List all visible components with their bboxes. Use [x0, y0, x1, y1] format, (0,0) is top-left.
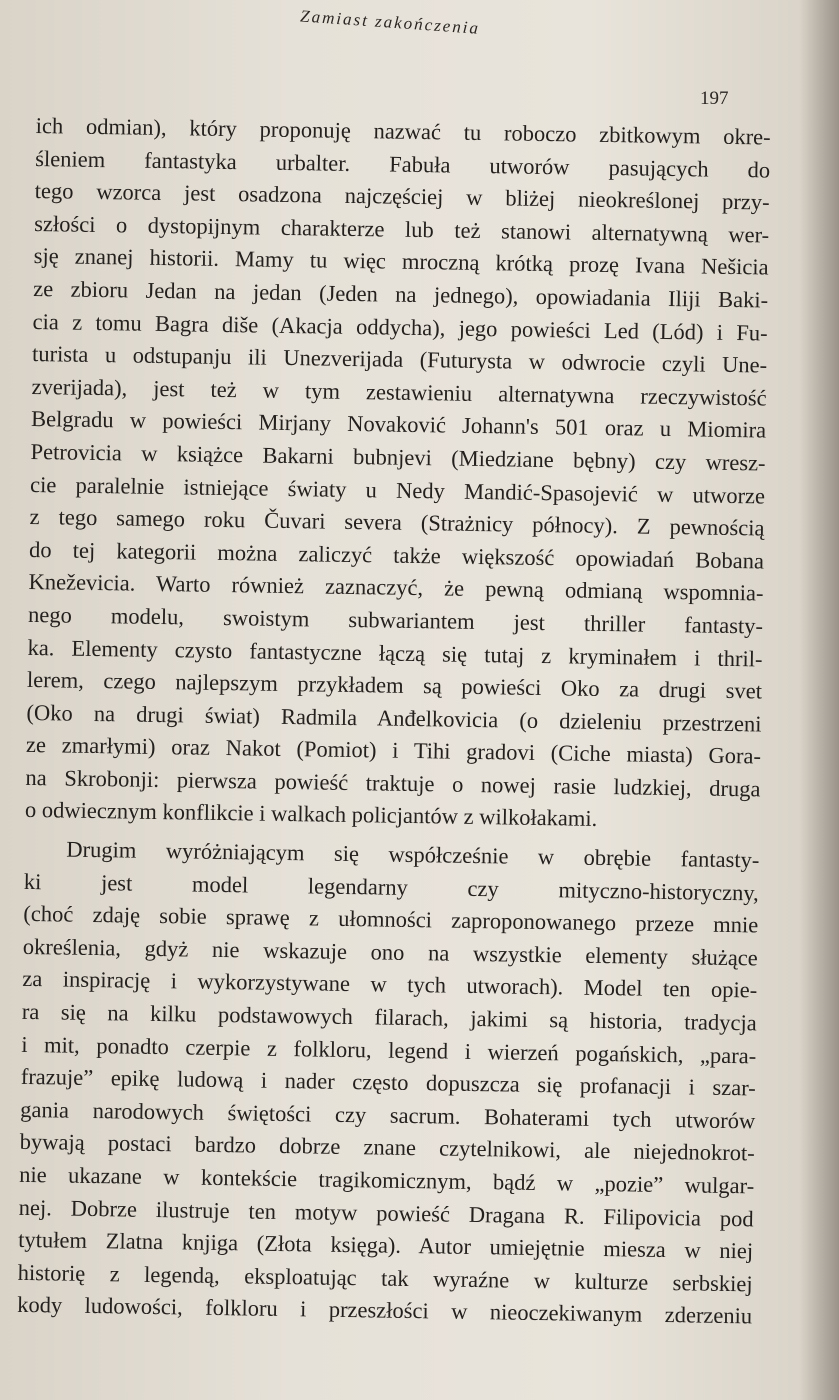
text-line: bywają postaci bardzo dobrze znane czytelnikowi, ale niejednokrot- [19, 1129, 755, 1166]
text-line: tego wzorca jest osadzona najczęściej w bliżej nieokreślonej przy- [34, 178, 770, 215]
text-line: lerem, czego najlepszym przykładem są powieści Oko za drugi svet [26, 667, 763, 704]
page-number: 197 [700, 88, 729, 109]
text-line: nie ukazane w kontekście tragikomicznym, bądź w „pozie” wulgar- [19, 1161, 755, 1199]
text-line: zverijada), jest też w tym zestawieniu alternatywna rzeczywistość [31, 373, 767, 411]
text-line: ze zmarłymi) oraz Nakot (Pomiot) i Tihi gradovi (Ciche miasta) Gora- [25, 732, 762, 769]
text-line: o odwiecznym konflikcie i walkach policjantów z wilkołakami. [24, 797, 598, 832]
text-line: za inspirację i wykorzystywane w tych utworach). Model ten opie- [22, 966, 758, 1003]
text-line: sję znanej historii. Mamy tu więc mroczną krótką prozę Ivana Nešicia [33, 243, 769, 280]
text-line: ka. Elementy czysto fantastyczne łączą się tutaj z kryminałem i thril- [27, 634, 763, 671]
text-line: do tej kategorii można zaliczyć także większość opowiadań Bobana [28, 536, 765, 574]
text-line: szłości o dystopijnym charakterze lub też stanowi alternatywną wer- [34, 210, 770, 248]
text-line: gania narodowych świętości czy sacrum. Bohaterami tych utworów [20, 1096, 756, 1134]
page-edge-shadow [799, 0, 839, 1400]
text-line: ki jest model legendarny czy mityczno-historyczny, [23, 868, 759, 906]
text-line: cia z tomu Bagra diše (Akacja oddycha), jego powieści Led (Lód) i Fu- [32, 308, 768, 346]
text-line: i mit, ponadto czerpie z folkloru, legend i wierzeń pogańskich, „para- [21, 1031, 757, 1069]
text-line: nego modelu, swoistym subwariantem jest thriller fantasty- [27, 601, 764, 639]
text-line: Kneževicia. Warto również zaznaczyć, że pewną odmianą wspomnia- [28, 569, 764, 606]
text-line: ich odmian), który proponuję nazwać tu roboczo zbitkowym okre- [35, 112, 771, 150]
text-line: tytułem Zlatna knjiga (Złota księga). Autor umiejętnie miesza w niej [18, 1227, 754, 1264]
text-line: określenia, gdyż nie wskazuje ono na wszystkie elementy służące [22, 933, 758, 971]
text-line: (choć zdaję sobie sprawę z ułomności zaproponowanego przeze mnie [23, 901, 759, 938]
text-line: ze zbioru Jedan na jedan (Jeden na jednego), opowiadania Iliji Baki- [33, 275, 769, 313]
text-line: ra się na kilku podstawowych filarach, jakimi są historia, tradycja [21, 998, 757, 1036]
body-text [17, 110, 771, 1333]
text-line: na Skrobonji: pierwsza powieść traktuje o nowej rasie ludzkiej, druga [25, 764, 761, 802]
paragraph-1 [25, 110, 771, 839]
text-line: historię z legendą, eksploatując tak wyraźne w kulturze serbskiej [17, 1259, 753, 1297]
text-line: turista u odstupanju ili Unezverijada (Futurysta w odwrocie czyli Une- [31, 341, 768, 378]
text-line: (Oko na drugi świat) Radmila Anđelkovicia (o dzieleniu przestrzeni [26, 699, 762, 737]
running-head: Zamiast zakończenia [299, 6, 481, 38]
paragraph-2 [17, 833, 760, 1333]
text-line: z tego samego roku Čuvari severa (Strażnicy północy). Z pewnością [29, 504, 765, 541]
text-line: Drugim wyróżniającym się współcześnie w obrębie fantasty- [66, 836, 760, 873]
text-line: Belgradu w powieści Mirjany Novaković Johann's 501 oraz u Miomira [30, 406, 767, 443]
text-line: śleniem fantastyka urbalter. Fabuła utworów pasujących do [35, 145, 771, 183]
text-line: kody ludowości, folkloru i przeszłości w nieoczekiwanym zderzeniu [17, 1292, 753, 1329]
text-line: frazuje” epikę ludową i nader często dopuszcza się profanacji i szar- [20, 1064, 756, 1101]
text-line: nej. Dobrze ilustruje ten motyw powieść Dragana R. Filipovicia pod [18, 1194, 754, 1232]
text-line: Petrovicia w książce Bakarni bubnjevi (Miedziane bębny) czy wresz- [30, 438, 766, 476]
text-line: cie paralelnie istniejące światy u Nedy Mandić-Spasojević w utworze [29, 471, 766, 509]
